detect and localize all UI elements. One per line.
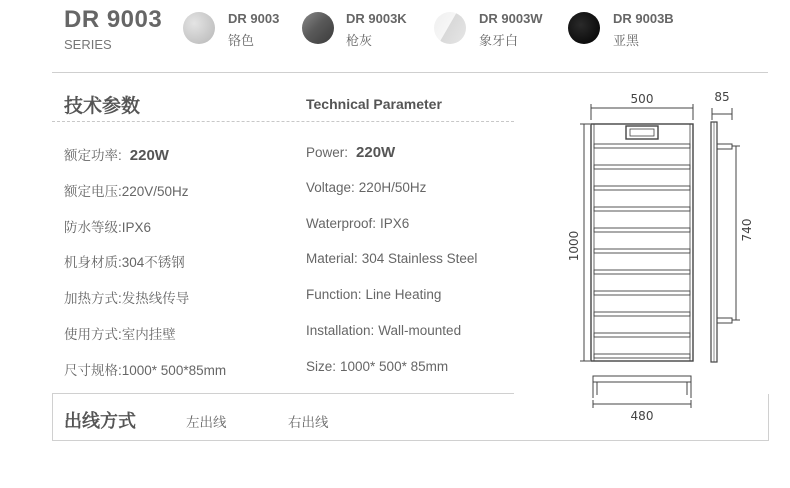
header-divider [52,72,768,73]
spec-row-cn [64,144,169,164]
spec-row-cn [64,216,151,236]
spec-label: Function: [306,287,362,302]
dim-width-top: 500 [630,92,654,106]
spec-divider [52,393,514,394]
spec-row-cn [64,323,176,343]
towel-bar [594,249,690,253]
tech-title-en: Technical Parameter [306,96,442,112]
towel-bar [594,312,690,316]
variant-name: 铬色 [228,33,255,48]
spec-row-en [306,144,395,161]
spec-row-en [306,323,461,338]
outlet-option-right[interactable]: 右出线 [288,415,329,430]
variant-name: 象牙白 [479,33,519,48]
towel-bar [594,186,690,190]
spec-value: IPX6 [121,220,152,235]
gunmetal-swatch[interactable] [302,12,334,44]
spec-value: Line Heating [365,287,442,302]
outlet-border [52,440,769,441]
towel-bar [594,207,690,211]
dimension-drawing [560,86,770,426]
variant-code: DR 9003 [228,11,280,26]
spec-row-en [306,359,448,374]
spec-value: 220H/50Hz [358,180,427,195]
spec-label: 额定电压: [64,184,122,199]
dim-mount-spacing: 740 [740,218,754,242]
dim-height: 1000 [567,230,581,262]
towel-bar [594,270,690,274]
outlet-border [52,394,53,440]
spec-label: Installation: [306,323,375,338]
spec-value: 发热线传导 [121,291,190,306]
spec-value: 304 Stainless Steel [361,251,478,266]
variant-code: DR 9003K [346,11,407,26]
towel-bar [594,144,690,148]
spec-label: Voltage: [306,180,355,195]
chrome-swatch[interactable] [183,12,215,44]
towel-bar [594,228,690,232]
spec-label: Waterproof: [306,216,377,231]
spec-value: 304不锈钢 [121,255,185,270]
spec-value: Wall-mounted [378,323,462,338]
variant-code: DR 9003W [479,11,543,26]
spec-row-cn [64,251,185,271]
spec-label: Power: [306,145,349,160]
model-title: DR 9003 [64,6,163,33]
spec-value: 1000* 500* 85mm [340,359,449,374]
spec-row-en [306,216,409,231]
spec-row-en [306,251,477,266]
towel-bar [594,291,690,295]
outlet-option-left[interactable]: 左出线 [186,415,227,430]
dashed-divider [52,121,514,122]
spec-value: 220W [129,147,169,164]
towel-bar [594,165,690,169]
outlet-title: 出线方式 [64,411,136,431]
ivory-swatch[interactable] [434,12,466,44]
spec-row-en [306,287,441,302]
spec-label: Size: [306,359,337,374]
tech-title-cn: 技术参数 [64,96,141,117]
spec-value: 220V/50Hz [121,184,189,199]
towel-bars [594,144,690,358]
spec-label: 防水等级: [64,220,122,235]
spec-row-cn [64,180,189,200]
dim-width-bottom: 480 [630,409,654,423]
black-swatch[interactable] [568,12,600,44]
variant-code: DR 9003B [613,11,674,26]
spec-value: IPX6 [380,216,410,231]
spec-label: 使用方式: [64,327,122,342]
variant-name: 亚黑 [613,33,640,48]
series-label: SERIES [64,37,112,52]
spec-label: 额定功率: [64,148,122,163]
spec-label: 机身材质: [64,255,122,270]
spec-value: 室内挂壁 [121,327,176,342]
spec-row-cn [64,359,226,379]
spec-value: 1000* 500*85mm [121,363,227,378]
spec-row-en [306,180,426,195]
spec-label: Material: [306,251,358,266]
spec-value: 220W [356,144,396,161]
spec-label: 加热方式: [64,291,122,306]
spec-row-cn [64,287,189,307]
towel-bar [594,333,690,337]
spec-label: 尺寸规格: [64,363,122,378]
towel-bar [594,354,690,358]
variant-name: 枪灰 [346,33,373,48]
dim-depth: 85 [714,90,730,104]
